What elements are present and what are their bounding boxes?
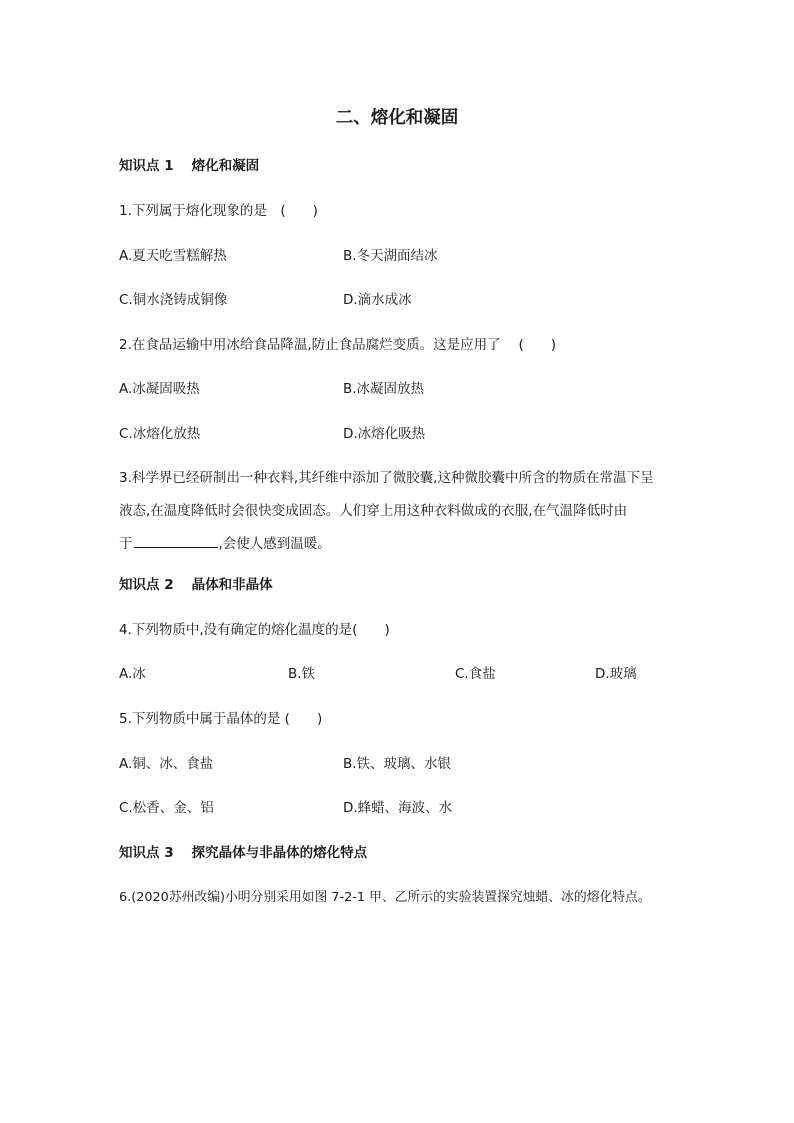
- question-5-option-d: D.蜂蜡、海波、水: [343, 800, 453, 816]
- page-title: 二、熔化和凝固: [335, 108, 459, 128]
- question-4-option-d: D.玻璃: [595, 666, 637, 682]
- question-2-option-c: C.冰熔化放热: [119, 426, 201, 442]
- question-5-option-b: B.铁、玻璃、水银: [343, 756, 452, 772]
- question-2-option-b: B.冰凝固放热: [343, 381, 425, 397]
- question-4-option-a: A.冰: [119, 666, 146, 682]
- section-heading-1: 知识点 1 熔化和凝固: [119, 158, 260, 174]
- question-3-line-2: 液态,在温度降低时会很快变成固态。人们穿上用这种衣料做成的衣服,在气温降低时由: [119, 503, 628, 519]
- question-5-option-c: C.松香、金、铝: [119, 800, 214, 816]
- question-4-option-b: B.铁: [288, 666, 316, 682]
- question-4-stem: 4.下列物质中,没有确定的熔化温度的是( ): [119, 622, 390, 638]
- question-6-stem: 6.(2020苏州改编)小明分别采用如图 7-2-1 甲、乙所示的实验装置探究烛蜡、冰的熔化特点。: [119, 890, 651, 905]
- question-4-option-c: C.食盐: [455, 666, 496, 682]
- question-1-option-a: A.夏天吃雪糕解热: [119, 248, 227, 264]
- question-2-stem: 2.在食品运输中用冰给食品降温,防止食品腐烂变质。这是应用了 ( ): [119, 337, 556, 353]
- question-3-line-3: 于 ,会使人感到温暖。: [119, 536, 331, 552]
- section-heading-3: 知识点 3 探究晶体与非晶体的熔化特点: [119, 845, 368, 861]
- question-2-option-d: D.冰熔化吸热: [343, 426, 426, 442]
- question-1-option-d: D.滴水成冰: [343, 292, 412, 308]
- answer-blank[interactable]: [134, 534, 218, 548]
- section-heading-2: 知识点 2 晶体和非晶体: [119, 577, 273, 593]
- question-1-stem: 1.下列属于熔化现象的是 ( ): [119, 203, 318, 219]
- question-1-option-b: B.冬天湖面结冰: [343, 248, 438, 264]
- question-5-stem: 5.下列物质中属于晶体的是 ( ): [119, 711, 323, 727]
- question-1-option-c: C.铜水浇铸成铜像: [119, 292, 228, 308]
- question-2-option-a: A.冰凝固吸热: [119, 381, 200, 397]
- question-5-option-a: A.铜、冰、食盐: [119, 756, 214, 772]
- question-3-line-1: 3.科学界已经研制出一种衣料,其纤维中添加了微胶囊,这种微胶囊中所含的物质在常温下呈: [119, 470, 654, 486]
